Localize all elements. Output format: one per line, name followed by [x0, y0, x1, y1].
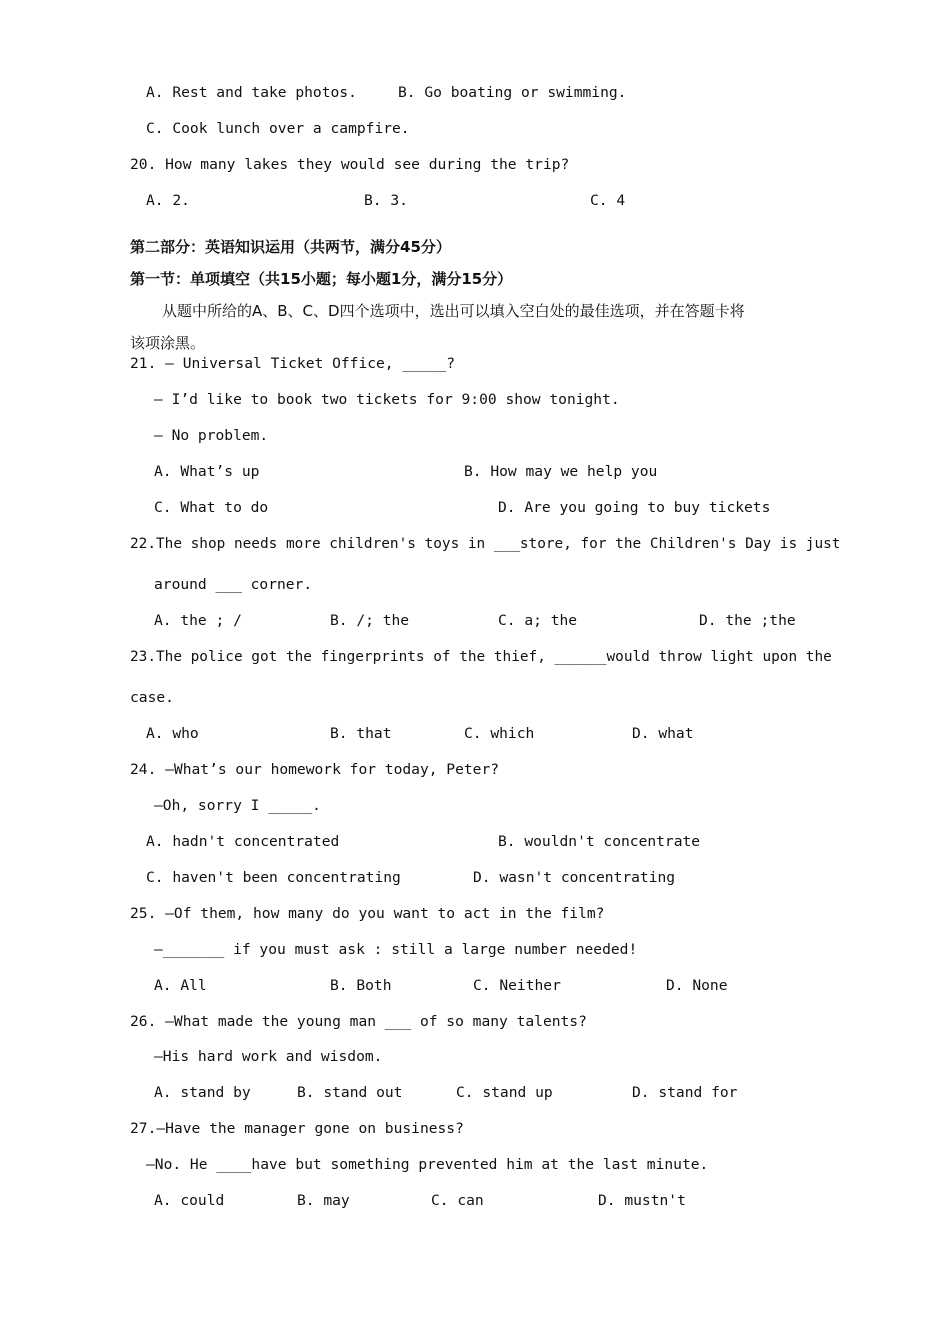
section1-heading: 第一节：单项填空（共15小题；每小题1分，满分15分）: [130, 270, 513, 288]
q24-option-d: D. wasn't concentrating: [473, 869, 676, 886]
q27-option-c: C. can: [431, 1192, 484, 1209]
q25-option-c: C. Neither: [473, 977, 561, 994]
q24-dialog-line-2: —Oh, sorry I _____.: [154, 797, 321, 814]
q22-stem-line-1: 22.The shop needs more children's toys in ___store, for the Children's Day is just: [130, 536, 841, 552]
q25-option-a: A. All: [154, 977, 207, 994]
q25-dialog-line-2: —_______ if you must ask : still a large number needed!: [154, 941, 638, 958]
q27-option-d: D. mustn't: [598, 1192, 686, 1209]
q26-option-b: B. stand out: [297, 1084, 403, 1101]
q19-option-a: A. Rest and take photos.: [146, 84, 357, 101]
q26-dialog-line-2: —His hard work and wisdom.: [154, 1048, 383, 1065]
q22-option-b: B. /; the: [330, 612, 410, 629]
q19-option-c: C. Cook lunch over a campfire.: [146, 120, 410, 137]
q21-dialog-line-2: — I’d like to book two tickets for 9:00 show tonight.: [154, 391, 620, 408]
q21-stem: 21. — Universal Ticket Office, _____?: [130, 355, 456, 372]
q26-option-a: A. stand by: [154, 1084, 251, 1101]
q24-option-b: B. wouldn't concentrate: [498, 833, 701, 850]
q24-option-a: A. hadn't concentrated: [146, 833, 340, 850]
q24-stem: 24. —What’s our homework for today, Peter?: [130, 761, 500, 778]
q22-option-a: A. the ; /: [154, 612, 242, 629]
q23-stem-line-1: 23.The police got the fingerprints of the thief, ______would throw light upon the: [130, 649, 832, 665]
q21-option-c: C. What to do: [154, 499, 269, 516]
q25-option-d: D. None: [666, 977, 728, 994]
q27-option-a: A. could: [154, 1192, 225, 1209]
q27-option-b: B. may: [297, 1192, 350, 1209]
q23-option-c: C. which: [464, 725, 535, 742]
q25-stem: 25. —Of them, how many do you want to act in the film?: [130, 905, 605, 922]
q20-option-b: B. 3.: [364, 192, 408, 209]
q21-option-d: D. Are you going to buy tickets: [498, 499, 771, 516]
q22-stem-line-2: around ___ corner.: [154, 576, 313, 593]
q23-option-d: D. what: [632, 725, 694, 742]
q23-option-b: B. that: [330, 725, 392, 742]
q26-stem: 26. —What made the young man ___ of so many talents?: [130, 1013, 587, 1030]
q21-dialog-line-3: — No problem.: [154, 427, 269, 444]
q20-stem: 20. How many lakes they would see during the trip?: [130, 156, 570, 173]
q21-option-b: B. How may we help you: [464, 463, 658, 480]
instructions-line-2: 该项涂黑。: [130, 334, 206, 352]
part2-heading: 第二部分：英语知识运用（共两节，满分45分）: [130, 238, 451, 256]
q23-stem-line-2: case.: [130, 689, 174, 706]
q25-option-b: B. Both: [330, 977, 392, 994]
q24-option-c: C. haven't been concentrating: [146, 869, 401, 886]
q26-option-d: D. stand for: [632, 1084, 738, 1101]
q27-dialog-line-2: —No. He ____have but something prevented him at the last minute.: [146, 1156, 709, 1173]
q21-option-a: A. What’s up: [154, 463, 260, 480]
q26-option-c: C. stand up: [456, 1084, 553, 1101]
q22-option-c: C. a; the: [498, 612, 578, 629]
instructions-line-1: 从题中所给的A、B、C、D四个选项中，选出可以填入空白处的最佳选项，并在答题卡将: [162, 302, 745, 320]
q20-option-c: C. 4: [590, 192, 626, 209]
q22-option-d: D. the ;the: [699, 612, 796, 629]
q27-stem: 27.—Have the manager gone on business?: [130, 1120, 464, 1137]
q23-option-a: A. who: [146, 725, 199, 742]
q20-option-a: A. 2.: [146, 192, 190, 209]
q19-option-b: B. Go boating or swimming.: [398, 84, 627, 101]
